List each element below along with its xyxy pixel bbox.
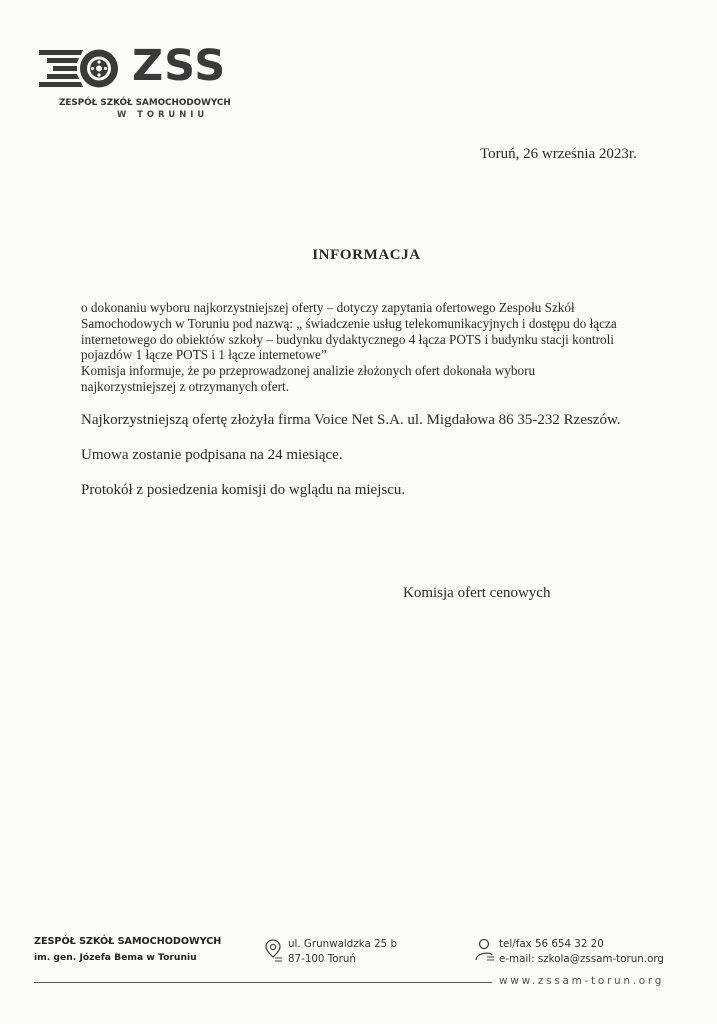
location-icon <box>265 939 283 965</box>
main-paragraph <box>81 300 641 395</box>
paragraph-line: najkorzystniejszej z otrzymanych ofert. <box>81 378 289 394</box>
address-city: 87-100 Toruń <box>288 953 356 965</box>
school-logo <box>37 41 237 124</box>
document-date: Toruń, 26 września 2023r. <box>480 146 637 162</box>
contract-line: Umowa zostanie podpisana na 24 miesiące. <box>81 447 343 463</box>
logo-wordmark: ZSS <box>132 41 227 91</box>
footer-divider <box>34 982 492 983</box>
footer-website-link[interactable]: www.zssam-torun.org <box>499 975 665 987</box>
signature: Komisja ofert cenowych <box>403 585 551 601</box>
logo-city: W TORUNIU <box>117 109 209 119</box>
document-title: INFORMACJA <box>312 247 421 263</box>
contact-email[interactable]: e-mail: szkola@zssam-torun.org <box>499 953 664 965</box>
paragraph-line: Komisja informuje, że po przeprowadzonej analizie złożonych ofert dokonała wyboru <box>81 363 536 379</box>
footer-org-name: ZESPÓŁ SZKÓŁ SAMOCHODOWYCH <box>34 936 222 947</box>
footer-organization <box>34 936 221 963</box>
wheel-logo-icon <box>37 44 137 92</box>
offer-line: Najkorzystniejszą ofertę złożyła firma Voice Net S.A. ul. Migdałowa 86 35-232 Rzeszów. <box>81 412 621 428</box>
contact-phone: tel/fax 56 654 32 20 <box>499 938 604 950</box>
paragraph-line: pojazdów 1 łącze POTS i 1 łącze internetowe” <box>81 347 327 363</box>
paragraph-line: o dokonaniu wyboru najkorzystniejszej oferty – dotyczy zapytania ofertowego Zespołu Szkół <box>81 300 575 315</box>
paragraph-line: Samochodowych w Toruniu pod nazwą: „ świadczenie usług telekomunikacyjnych i dostępu do łącza <box>81 315 617 331</box>
paragraph-line: internetowego do obiektów szkoły – budynku dydaktycznego 4 łącza POTS i budynku stacji kontroli <box>81 331 614 347</box>
logo-school-name: ZESPÓŁ SZKÓŁ SAMOCHODOWYCH <box>59 98 231 108</box>
protocol-line: Protokół z posiedzenia komisji do wglądu na miejscu. <box>81 482 406 498</box>
footer-org-patron: im. gen. Józefa Bema w Toruniu <box>34 952 197 963</box>
contact-person-icon <box>474 938 496 964</box>
address-street: ul. Grunwaldzka 25 b <box>288 938 398 950</box>
